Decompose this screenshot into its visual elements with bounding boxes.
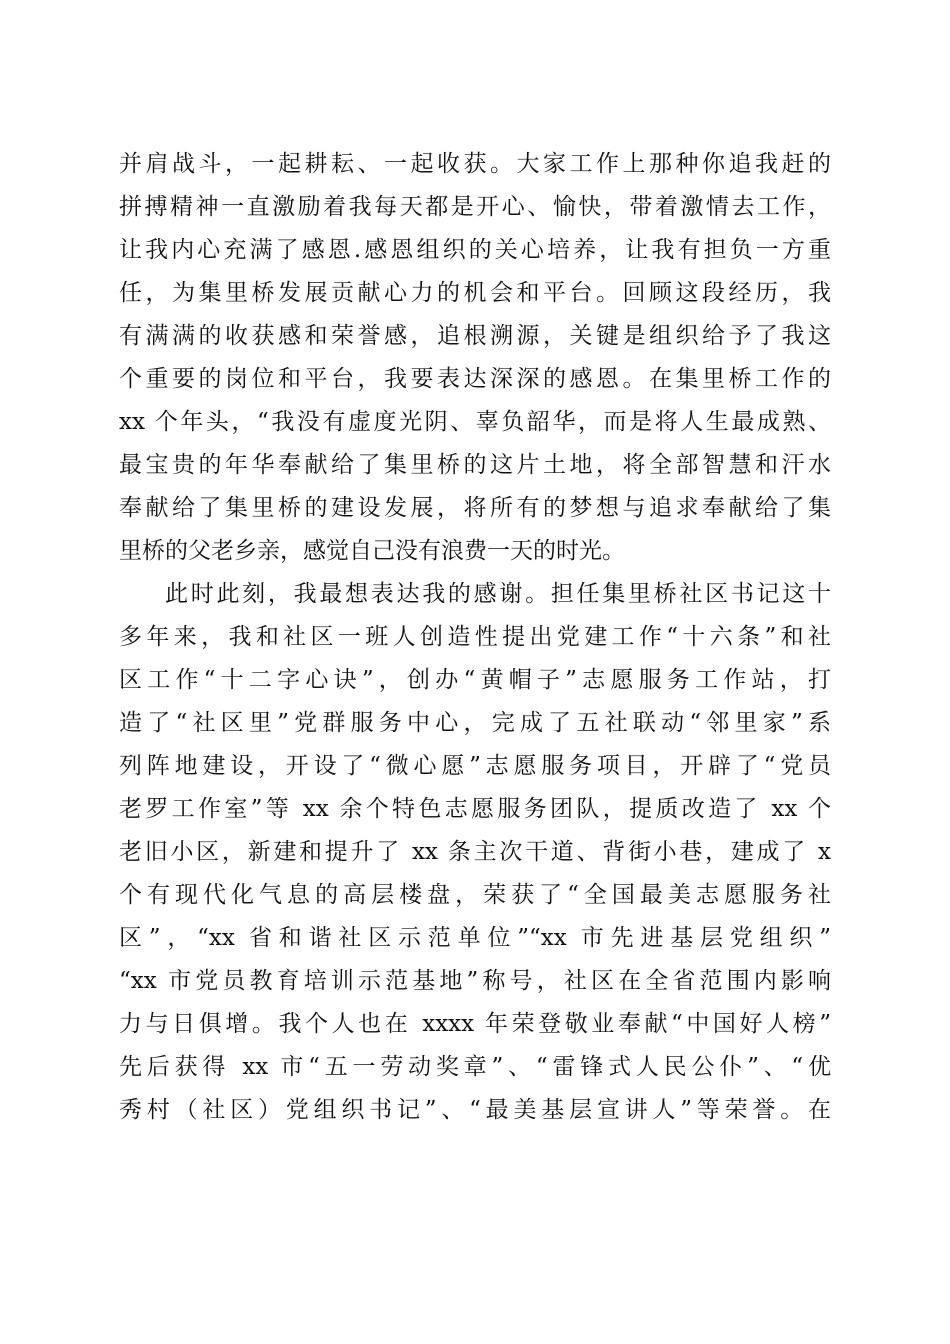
text-line: 造了“社区里”党群服务中心，完成了五社联动“邻里家”系 (119, 710, 831, 736)
text-line: 并肩战斗，一起耕耘、一起收获。大家工作上那种你追我赶的 (119, 151, 831, 177)
text-line: 拼搏精神一直激励着我每天都是开心、愉快，带着激情去工作， (119, 194, 831, 220)
text-line: 老旧小区，新建和提升了 xx 条主次干道、背街小巷，建成了 x (119, 839, 831, 865)
text-line: 奉献给了集里桥的建设发展，将所有的梦想与追求奉献给了集 (119, 495, 831, 521)
text-line: 最宝贵的年华奉献给了集里桥的这片土地，将全部智慧和汗水 (119, 452, 831, 478)
text-line: 个重要的岗位和平台，我要表达深深的感恩。在集里桥工作的 (119, 366, 831, 392)
text-line: 区”，“xx 省和谐社区示范单位”“xx 市先进基层党组织” (119, 925, 831, 951)
text-line: 让我内心充满了感恩.感恩组织的关心培养，让我有担负一方重 (119, 237, 831, 263)
text-line: 秀村（社区）党组织书记”、“最美基层宣讲人”等荣誉。在 (119, 1097, 831, 1123)
text-line: 力与日俱增。我个人也在 xxxx 年荣登敬业奉献“中国好人榜” (119, 1011, 831, 1037)
body-text (119, 143, 831, 1132)
text-line: 任，为集里桥发展贡献心力的机会和平台。回顾这段经历，我 (119, 280, 831, 306)
text-line: 先后获得 xx 市“五一劳动奖章”、“雷锋式人民公仆”、“优 (119, 1054, 831, 1080)
text-line: 区工作“十二字心诀”，创办“黄帽子”志愿服务工作站，打 (119, 667, 831, 693)
text-line: 老罗工作室”等 xx 余个特色志愿服务团队，提质改造了 xx 个 (119, 796, 831, 822)
paragraph-last-line: 里桥的父老乡亲，感觉自己没有浪费一天的时光。 (119, 538, 625, 564)
text-line: 有满满的收获感和荣誉感，追根溯源，关键是组织给予了我这 (119, 323, 831, 349)
text-line: 多年来，我和社区一班人创造性提出党建工作“十六条”和社 (119, 624, 831, 650)
paragraph-first-line: 此时此刻，我最想表达我的感谢。担任集里桥社区书记这十 (165, 581, 831, 607)
text-line: 个有现代化气息的高层楼盘，荣获了“全国最美志愿服务社 (119, 882, 831, 908)
text-line: xx 个年头，“我没有虚度光阴、辜负韶华，而是将人生最成熟、 (119, 409, 831, 435)
text-line: 列阵地建设，开设了“微心愿”志愿服务项目，开辟了“党员 (119, 753, 831, 779)
text-line: “xx 市党员教育培训示范基地”称号，社区在全省范围内影响 (119, 968, 831, 994)
